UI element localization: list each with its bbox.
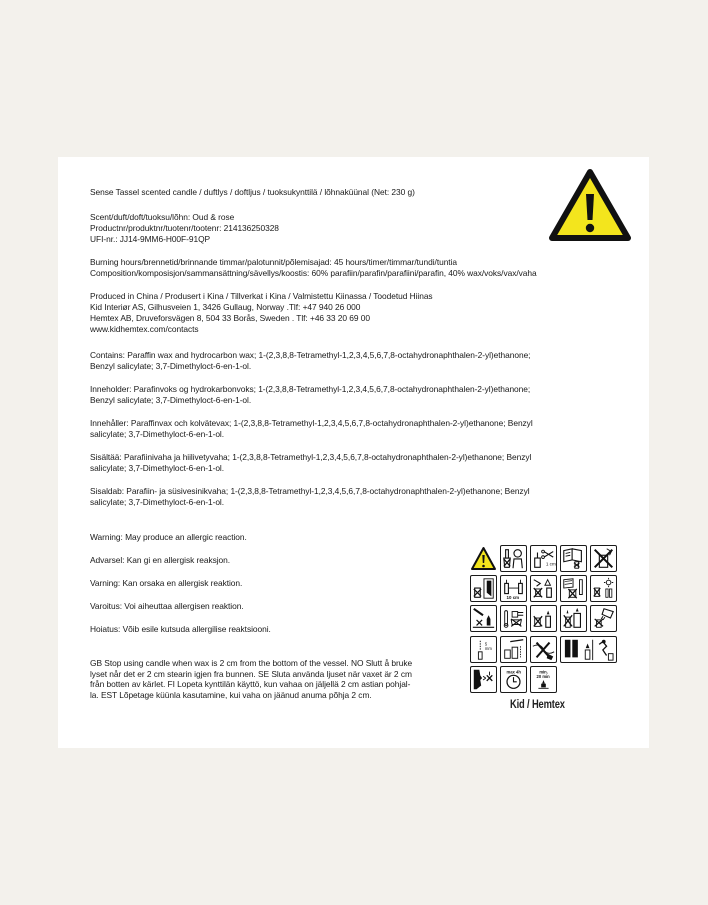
warning-et: Hoiatus: Võib esile kutsuda allergilise reaktsiooni.	[90, 624, 271, 634]
warning-fi: Varoitus: Voi aiheuttaa allergisen reaktion.	[90, 601, 244, 611]
contains-line: salicylate; 3,7-Dimethyloct-6-en-1-ol.	[90, 462, 225, 473]
contains-fi	[90, 452, 531, 473]
contains-line: salicylate; 3,7-Dimethyloct-6-en-1-ol.	[90, 428, 225, 439]
candle-distance-icon	[500, 575, 527, 602]
wick-length-icon	[470, 636, 497, 663]
contains-line: Sisältää: Parafiinivaha ja hiilivetyvaha; 1-(2,3,8,8-Tetramethyl-1,2,3,4,5,6,7,8-octahydronaphthalen-2-yl)ethanone; Benzyl	[90, 452, 532, 462]
svg-text:min.: min.	[539, 669, 548, 675]
website-link[interactable]: www.kidhemtex.com/contacts	[90, 324, 199, 334]
warning-en: Warning: May produce an allergic reaction.	[90, 532, 247, 542]
do-not-place-near-objects-icon	[470, 605, 497, 632]
contains-line: salicylate; 3,7-Dimethyloct-6-en-1-ol.	[90, 496, 225, 507]
composition: Composition/komposisjon/sammansättning/sävellys/koostis: 60% parafiin/parafin/parafiini/parafin, 40% wax/voks/vax/vaha	[90, 268, 537, 278]
svg-text:mm: mm	[484, 645, 492, 651]
contains-line: Innehåller: Paraffinvax och kolvätevax; 1-(2,3,8,8-Tetramethyl-1,2,3,4,5,6,7,8-octahydronaphthalen-2-yl)ethanone; Benzyl	[90, 418, 533, 428]
contains-line: Contains: Paraffin wax and hydrocarbon wax; 1-(2,3,8,8-Tetramethyl-1,2,3,4,5,6,7,8-octahydronaphthalen-2-yl)ethanone;	[90, 350, 531, 360]
product-title: Sense Tassel scented candle / duftlys / doftljus / tuoksukynttilä / lõhnaküünal (Net: 230 g)	[90, 187, 415, 197]
stop-using-line: lyset når det er 2 cm stearin igjen fra bunnen. SE Sluta använda ljuset när vaxet är 2 cm	[90, 668, 412, 679]
trim-wick-icon	[530, 545, 557, 572]
address-sweden: Hemtex AB, Druveforsvägen 8, 504 33 Borås, Sweden . Tlf: +46 33 20 69 00	[90, 313, 371, 323]
warning-triangle-icon	[470, 545, 497, 572]
do-not-pour-water-icon	[590, 605, 617, 632]
no-heat-surface-icon	[500, 605, 527, 632]
keep-from-draught-icon	[470, 575, 497, 602]
contains-et	[90, 486, 530, 507]
contains-se	[90, 418, 533, 439]
max-burn-time-icon	[500, 666, 527, 693]
brand-logo: Kid / Hemtex	[510, 697, 565, 711]
stop-using-line: la. EST Lõpetage küünla kasutamine, kui vaha on jäänud anuma põhja 2 cm.	[90, 689, 372, 700]
min-burn-time-icon	[530, 666, 557, 693]
do-not-leave-unattended-icon	[590, 545, 617, 572]
burning-hours: Burning hours/brennetid/brinnande timmar/palotunnit/põlemisajad: 45 hours/timer/timmar/tundi/tuntia	[90, 257, 458, 267]
scent-line: Scent/duft/doft/tuoksu/lõhn: Oud & rose	[90, 212, 235, 222]
keep-away-from-curtains-icon	[560, 575, 587, 602]
ufi-number: UFI-nr.: JJ14-9MM6-H00F-91QP	[90, 234, 211, 244]
produced-in: Produced in China / Produsert i Kina / Tillverkat i Kina / Valmistettu Kiinassa / Toodetud Hiinas	[90, 291, 433, 301]
stop-using-instructions	[90, 658, 412, 700]
contains-no	[90, 384, 530, 405]
address-norway: Kid Interiør AS, Gilhusveien 1, 3426 Gullaug, Norway .Tlf: +47 940 26 000	[90, 302, 361, 312]
contains-line: Inneholder: Parafinvoks og hydrokarbonvoks; 1-(2,3,8,8-Tetramethyl-1,2,3,4,5,6,7,8-octahydronaphthalen-2-yl)ethanone;	[90, 384, 531, 394]
product-number: Productnr/produktnr/tuotenr/tootenr: 214136250328	[90, 223, 279, 233]
stop-using-line: GB Stop using candle when wax is 2 cm from the bottom of the vessel. NO Slutt å bruke	[90, 658, 413, 668]
warning-triangle-icon	[548, 168, 632, 243]
do-not-blow-out-icon	[470, 666, 497, 693]
level-surface-icon	[500, 636, 527, 663]
keep-from-curtains-wide-icon	[560, 636, 617, 663]
svg-text:20 min: 20 min	[536, 674, 550, 680]
do-not-blow-icon	[530, 636, 557, 663]
contains-line: Sisaldab: Parafiin- ja süsivesinikvaha; 1-(2,3,8,8-Tetramethyl-1,2,3,4,5,6,7,8-octahydronaphthalen-2-yl)ethanone; Benzyl	[90, 486, 530, 496]
warning-no: Advarsel: Kan gi en allergisk reaksjon.	[90, 555, 231, 565]
contains-en	[90, 350, 530, 371]
keep-away-from-flammables-icon	[560, 545, 587, 572]
no-pets-children-icon	[530, 575, 557, 602]
keep-from-children-icon	[500, 545, 527, 572]
contains-line: Benzyl salicylate; 3,7-Dimethyloct-6-en-1-ol.	[90, 360, 252, 371]
svg-text:10 cm: 10 cm	[506, 595, 520, 601]
no-heat-sources-icon	[590, 575, 617, 602]
do-not-burn-near-icon	[530, 605, 557, 632]
svg-text:max 4h: max 4h	[506, 669, 521, 675]
warning-se: Varning: Kan orsaka en allergisk reaktion.	[90, 578, 243, 588]
svg-text:5: 5	[484, 641, 488, 647]
do-not-move-burning-icon	[560, 605, 587, 632]
svg-text:1 cm: 1 cm	[545, 561, 556, 567]
contains-line: Benzyl salicylate; 3,7-Dimethyloct-6-en-1-ol.	[90, 394, 252, 405]
stop-using-line: från botten av kärlet. FI Lopeta kynttilän käyttö, kun vahaa on jäljellä 2 cm astian pohjal-	[90, 679, 411, 690]
